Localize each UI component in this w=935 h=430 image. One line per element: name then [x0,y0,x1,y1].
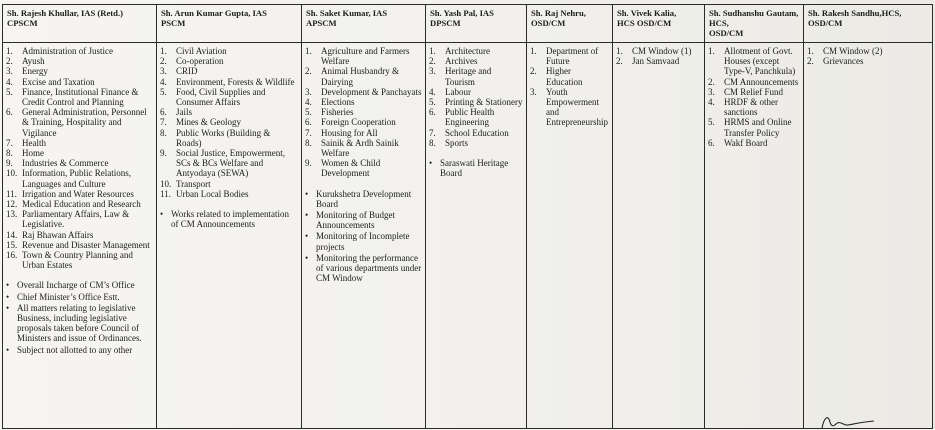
subject-item [6,209,153,229]
subject-item [6,250,153,270]
subject-text: Higher Education [546,66,583,87]
subject-item [6,46,153,56]
subject-number: 1. [6,46,13,56]
subject-number: 5. [708,117,715,128]
bullet-text: All matters relating to legislative Business, including legislative proposals taken before Council of Ministers and issue of Ordinances. [17,302,142,344]
subject-item [305,158,422,178]
subject-item [6,87,153,107]
subject-text: Health [22,137,46,148]
subject-number: 1. [305,46,312,56]
subject-text: Department of Future [546,46,599,67]
subject-number: 10. [160,178,172,189]
bullet-item [305,210,422,230]
subject-text: Printing & Stationery [445,97,523,108]
officer-name: Sh. Raj Nehru, [531,8,586,18]
subject-text: Elections [321,97,355,108]
subject-text: Fisheries [321,107,354,118]
subject-item [160,56,298,66]
subject-item [616,56,701,66]
officer-designation: OSD/CM [808,18,843,28]
column-header [527,5,613,43]
subject-text: Housing for All [321,127,378,138]
subject-item [807,46,929,56]
officer-name: Sh. Arun Kumar Gupta, IAS [161,8,267,18]
subject-number: 11. [160,188,171,199]
bullet-icon: • [6,280,10,291]
subject-text: Energy [22,66,48,77]
subject-number: 3. [6,66,13,77]
subject-item [530,66,609,86]
subject-item [160,148,298,179]
column-header [302,5,426,43]
subject-text: Jails [176,107,193,118]
subject-text: Excise and Taxation [22,76,95,87]
subject-item [6,148,153,158]
bullet-text: Monitoring of Budget Announcements [316,210,395,231]
body-row [3,43,933,429]
bullet-icon: • [6,344,10,355]
subject-text: Administration of Justice [22,46,113,56]
subject-number: 5. [160,86,167,97]
subject-number: 5. [6,86,13,97]
subject-text: Urban Local Bodies [176,188,249,199]
subject-text: Environment, Forests & Wildlife [176,76,295,87]
bullet-item [429,158,523,178]
subject-text: Food, Civil Supplies and Consumer Affairs [176,86,266,108]
subject-item [6,230,153,240]
subject-number: 1. [160,46,167,56]
subject-item [305,138,422,158]
subject-number: 5. [429,97,436,108]
bullet-icon: • [305,188,309,199]
subject-number: 3. [530,86,537,97]
subject-text: CM Relief Fund [724,86,784,97]
bullet-icon: • [429,158,433,169]
subject-item [305,87,422,97]
subject-text: Civil Aviation [176,46,227,56]
subject-number: 3. [160,66,167,77]
bullet-item [305,231,422,251]
subject-number: 3. [429,66,436,77]
subject-item [160,189,298,199]
subject-cell [426,43,527,429]
subject-number: 13. [6,209,18,220]
column-header [157,5,302,43]
bullet-item [6,280,153,290]
subject-text: Labour [445,86,471,97]
subject-number: 9. [6,158,13,169]
subject-number: 2. [429,56,436,67]
subject-text: Sports [445,137,469,148]
subject-text: Grievances [823,56,864,67]
subject-item [708,138,800,148]
subject-text: HRDF & other sanctions [724,97,778,118]
subject-text: Social Justice, Empowerment, SCs & BCs Welfare and Antyodaya (SEWA) [176,148,285,179]
subject-item [429,128,523,138]
subject-item [708,87,800,97]
subject-item [708,117,800,137]
subject-number: 9. [160,148,167,159]
subject-number: 4. [160,76,167,87]
subject-number: 8. [160,127,167,138]
subject-number: 1. [708,46,715,56]
subject-number: 8. [6,148,13,159]
bullet-text: Saraswati Heritage Board [440,158,509,179]
bullet-text: Subject not allotted to any other [17,344,133,355]
subject-item [807,56,929,66]
subject-item [6,138,153,148]
bullet-icon: • [305,231,309,242]
bullet-text: Monitoring the performance of various departments under CM Window [316,252,422,284]
subject-number: 1. [429,46,436,56]
bullet-item [305,253,422,284]
bullet-item [6,345,153,355]
subject-text: Home [22,148,44,159]
column-header [804,5,933,43]
subject-number: 8. [429,137,436,148]
subject-text: Public Health Engineering [445,107,495,128]
subject-number: 6. [708,137,715,148]
subject-item [305,66,422,86]
subject-item [305,46,422,66]
subject-text: Animal Husbandry & Dairying [321,66,399,87]
officer-name: Sh. Yash Pal, IAS [430,8,494,18]
subject-text: Town & Country Planning and Urban Estates [22,250,133,271]
officer-name: Sh. Rajesh Khullar, IAS (Retd.) [7,8,123,18]
subject-number: 7. [160,117,167,128]
subject-text: Jan Samvaad [632,56,680,67]
officer-designation: OSD/CM [709,28,744,38]
bullet-item [6,303,153,344]
subject-number: 4. [305,97,312,108]
subject-number: 2. [305,66,312,77]
subject-text: CM Announcements [724,76,799,87]
subject-text: Sainik & Ardh Sainik Welfare [321,137,399,159]
bullet-text: Overall Incharge of CM’s Office [17,280,135,291]
subject-item [530,87,609,128]
signature-mark [818,412,878,430]
subject-text: Youth Empowerment and Entrepreneurship [546,86,608,128]
subject-number: 2. [6,56,13,67]
subject-text: Revenue and Disaster Management [22,239,150,250]
subject-text: Finance, Institutional Finance & Credit Control and Planning [22,86,139,108]
subject-text: General Administration, Personnel & Training, Hospitality and Vigilance [22,107,147,138]
subject-item [305,117,422,127]
subject-text: Medical Education and Research [22,199,141,210]
officer-designation: DPSCM [430,18,461,28]
column-header [426,5,527,43]
subject-item [305,128,422,138]
subject-item [6,66,153,76]
column-header [613,5,705,43]
subject-number: 3. [708,86,715,97]
subject-item [708,77,800,87]
subject-number: 2. [807,56,814,67]
subject-number: 11. [6,188,17,199]
bullet-icon: • [6,302,10,313]
subject-text: School Education [445,127,509,138]
subject-number: 6. [305,117,312,128]
subject-number: 15. [6,239,18,250]
subject-item [160,179,298,189]
subject-text: Archives [445,56,478,67]
subject-text: Women & Child Development [321,158,381,179]
subject-number: 4. [708,97,715,108]
subject-item [305,97,422,107]
subject-item [429,107,523,127]
subject-cell [705,43,804,429]
officer-designation: OSD/CM [531,18,566,28]
subject-number: 2. [616,56,623,67]
subject-item [6,56,153,66]
subject-number: 12. [6,199,18,210]
subject-item [160,66,298,76]
officer-designation: APSCM [306,18,337,28]
officer-designation: CPSCM [7,18,38,28]
officer-name: Sh. Rakesh Sandhu,HCS, [808,8,902,18]
subject-text: Architecture [445,46,490,56]
bullet-text: Kurukshetra Development Board [316,188,412,209]
officer-name: Sh. Vivek Kalia, [617,8,677,18]
bullet-item [160,209,298,229]
subject-number: 3. [305,86,312,97]
subject-number: 7. [429,127,436,138]
subject-number: 1. [616,46,623,56]
subject-number: 7. [6,137,13,148]
subject-item [429,56,523,66]
officer-designation: PSCM [161,18,186,28]
subject-text: Allotment of Govt. Houses (except Type-V, Panchkula) [724,46,796,77]
subject-item [160,128,298,148]
subject-item [429,97,523,107]
subject-item [6,240,153,250]
subject-number: 6. [429,107,436,118]
subject-text: HRMS and Online Transfer Policy [724,117,792,138]
subject-text: CRID [176,66,198,77]
subject-text: Development & Panchayats [321,86,422,97]
bullet-item [305,189,422,209]
subject-text: Mines & Geology [176,117,241,128]
subject-text: Foreign Cooperation [321,117,396,128]
column-header [705,5,804,43]
subject-text: Industries & Commerce [22,158,109,169]
subject-number: 1. [807,46,814,56]
subject-text: CM Window (2) [823,46,883,56]
subject-cell [157,43,302,429]
bullet-icon: • [305,252,309,263]
bullet-icon: • [305,210,309,221]
subject-cell [3,43,157,429]
subject-cell [302,43,426,429]
subject-text: Agriculture and Farmers Welfare [321,46,410,67]
subject-number: 5. [305,107,312,118]
bullet-text: Chief Minister’s Office Estt. [17,291,120,302]
officer-name: Sh. Saket Kumar, IAS [306,8,388,18]
bullet-item [6,292,153,302]
bullet-text: Monitoring of Incomplete projects [316,231,410,252]
subject-item [6,199,153,209]
subject-text: Heritage and Tourism [445,66,492,87]
subject-text: CM Window (1) [632,46,692,56]
subject-item [160,117,298,127]
subject-number: 1. [530,46,537,56]
subject-item [6,158,153,168]
subject-text: Ayush [22,56,45,67]
subject-number: 7. [305,127,312,138]
subject-item [530,46,609,66]
bullet-text: Works related to implementation of CM Announcements [171,209,289,230]
subject-number: 9. [305,158,312,169]
subject-item [429,66,523,86]
subject-text: Parliamentary Affairs, Law & Legislative. [22,209,130,230]
subject-text: Raj Bhawan Affairs [22,229,94,240]
subject-cell [527,43,613,429]
subject-item [160,107,298,117]
subject-item [708,97,800,117]
subject-number: 6. [160,107,167,118]
subject-item [6,168,153,188]
subject-text: Public Works (Building & Roads) [176,127,271,148]
officer-name: Sh. Sudhanshu Gautam, HCS, [709,8,799,28]
officer-designation: HCS OSD/CM [617,18,672,28]
subject-item [305,107,422,117]
header-row [3,5,933,43]
allocation-table [2,4,933,429]
subject-text: Wakf Board [724,137,768,148]
subject-item [6,77,153,87]
subject-item [160,87,298,107]
subject-item [6,107,153,138]
bullet-icon: • [6,291,10,302]
bullet-icon: • [160,209,164,220]
subject-number: 4. [6,76,13,87]
subject-item [429,138,523,148]
subject-item [6,189,153,199]
subject-number: 2. [708,76,715,87]
subject-number: 8. [305,137,312,148]
subject-cell [804,43,933,429]
subject-cell [613,43,705,429]
column-header [3,5,157,43]
subject-text: Co-operation [176,56,224,67]
subject-item [429,46,523,56]
subject-text: Irrigation and Water Resources [22,188,134,199]
subject-text: Information, Public Relations, Languages and Culture [22,168,131,189]
subject-number: 4. [429,86,436,97]
subject-number: 2. [530,66,537,77]
subject-item [708,46,800,77]
subject-number: 16. [6,250,18,261]
subject-item [160,46,298,56]
subject-item [616,46,701,56]
subject-item [160,77,298,87]
subject-number: 10. [6,168,18,179]
subject-number: 2. [160,56,167,67]
subject-number: 6. [6,107,13,118]
subject-text: Transport [176,178,211,189]
subject-item [429,87,523,97]
subject-number: 14. [6,229,18,240]
